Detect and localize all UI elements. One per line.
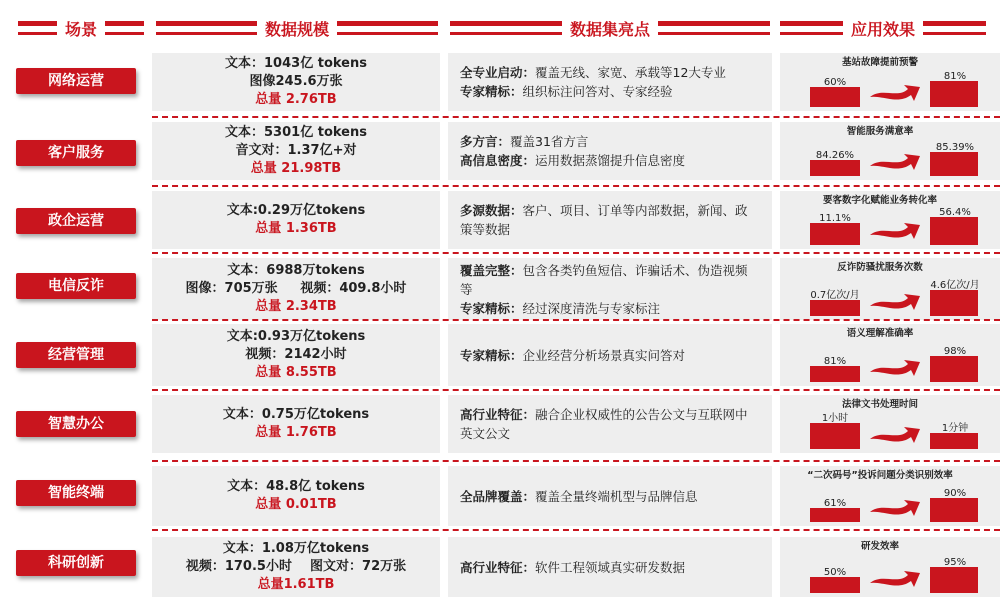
highlight-item (460, 63, 760, 82)
arrow-shape (870, 223, 920, 239)
arrow-shape (870, 294, 920, 310)
highlight-value: 经过深度清洗与专家标注 (522, 300, 661, 316)
effect-bar-before (810, 87, 860, 107)
effect-cell (780, 191, 1000, 249)
highlight-value: 软件工程领域真实研发数据 (535, 559, 686, 575)
effect-value-after: 85.39% (935, 142, 975, 153)
effect-cell (780, 395, 1000, 453)
effect-label: 研发效率 (860, 541, 899, 552)
effect-cell (780, 122, 1000, 180)
scale-line: 文本：6988万tokens (227, 263, 365, 278)
row-divider (152, 460, 1000, 462)
scene-button-1[interactable]: 网络运营 (16, 68, 136, 94)
scale-line: 文本：48.8亿 tokens (227, 479, 365, 494)
highlight-key: 高行业特征： (460, 407, 536, 422)
highlight-item (460, 261, 760, 299)
highlight-key: 高行业特征： (460, 559, 536, 575)
arrow-icon (868, 498, 922, 518)
arrow-icon (868, 221, 922, 241)
highlight-cell (448, 395, 772, 453)
arrow-shape (870, 154, 920, 170)
scene-button-8[interactable]: 科研创新 (16, 550, 136, 576)
effect-value-after: 1分钟 (941, 423, 969, 434)
highlight-cell (448, 537, 772, 597)
header-highlight (450, 14, 770, 42)
scale-line: 图像245.6万张 (249, 74, 343, 89)
scale-line: 视频：170.5小时 图文对：72万张 (185, 559, 407, 574)
data-scale-cell (152, 537, 440, 597)
arrow-shape (870, 500, 920, 516)
highlight-key: 多源数据： (460, 203, 523, 218)
effect-value-after: 90% (943, 488, 967, 499)
effect-bar-after (930, 152, 978, 176)
arrow-shape (870, 427, 920, 443)
scale-line: 文本：1043亿 tokens (225, 56, 367, 71)
effect-value-before: 1小时 (821, 413, 849, 424)
row-divider (152, 116, 1000, 118)
effect-value-before: 81% (823, 356, 847, 367)
row-divider (152, 529, 1000, 531)
scale-total: 总量 2.34TB (255, 299, 337, 314)
effect-bar-before (810, 223, 860, 245)
arrow-shape (870, 360, 920, 376)
highlight-cell (448, 122, 772, 180)
highlight-key: 多方言： (460, 134, 511, 149)
highlight-key: 覆盖完整： (460, 262, 523, 278)
effect-bar-before (810, 366, 860, 382)
highlight-key: 专家精标： (460, 347, 523, 363)
effect-label: 法律文书处理时间 (841, 399, 918, 410)
highlight-value: 包含各类钓鱼短信、诈骗话术、伪造视频等 (460, 262, 748, 297)
effect-cell (780, 466, 1000, 526)
effect-bar-after (930, 356, 978, 382)
row-divider (152, 185, 1000, 187)
arrow-shape (870, 571, 920, 587)
effect-bar-after (930, 217, 978, 245)
row-divider (152, 252, 1000, 254)
effect-bar-after (930, 81, 978, 107)
highlight-item (460, 299, 760, 318)
data-scale-cell (152, 324, 440, 386)
scale-line: 文本:0.93万亿tokens (226, 329, 366, 344)
effect-bar-before (810, 300, 860, 316)
effect-cell (780, 53, 1000, 111)
effect-value-before: 84.26% (815, 150, 855, 161)
scale-total: 总量 0.01TB (255, 497, 337, 512)
effect-value-after: 56.4% (939, 207, 971, 218)
highlight-item (460, 558, 760, 577)
header-scale (156, 14, 438, 42)
scale-total: 总量 1.36TB (255, 221, 337, 236)
highlight-value: 企业经营分析场景真实问答对 (522, 347, 686, 363)
header-scene-label: 场景 (65, 19, 98, 39)
effect-value-before: 60% (823, 77, 847, 88)
highlight-cell (448, 258, 772, 320)
data-scale-cell (152, 122, 440, 180)
effect-label: 语义理解准确率 (846, 328, 914, 339)
effect-value-before: 0.7亿次/月 (810, 290, 860, 301)
header-effect (780, 14, 986, 42)
effect-label: “二次码号”投诉问题分类识别效率 (807, 470, 953, 481)
highlight-key: 高信息密度： (460, 153, 536, 168)
effect-value-after: 98% (943, 346, 967, 357)
highlight-cell (448, 53, 772, 111)
effect-cell (780, 537, 1000, 597)
highlight-value: 覆盖无线、家宽、承载等12大专业 (535, 65, 726, 80)
arrow-icon (868, 425, 922, 445)
effect-label: 智能服务满意率 (846, 126, 914, 137)
scale-total: 总量 21.98TB (250, 161, 342, 176)
highlight-cell (448, 191, 772, 249)
highlight-item (460, 82, 760, 101)
arrow-shape (870, 85, 920, 101)
scene-button-4[interactable]: 电信反诈 (16, 273, 136, 299)
effect-bar-before (810, 508, 860, 522)
scene-button-3[interactable]: 政企运营 (16, 208, 136, 234)
highlight-cell (448, 466, 772, 526)
highlight-value: 运用数据蒸馏提升信息密度 (535, 153, 686, 168)
scale-line: 图像：705万张 视频：409.8小时 (185, 281, 407, 296)
arrow-icon (868, 292, 922, 312)
highlight-value: 覆盖31省方言 (510, 134, 589, 149)
effect-cell (780, 324, 1000, 386)
effect-bar-before (810, 423, 860, 449)
effect-bar-after (930, 290, 978, 316)
highlight-item (460, 132, 760, 151)
arrow-icon (868, 358, 922, 378)
scale-total: 总量1.61TB (257, 577, 335, 592)
header-effect-label: 应用效果 (851, 19, 916, 39)
highlight-key: 全专业启动： (460, 65, 536, 80)
data-scale-cell (152, 191, 440, 249)
data-scale-cell (152, 395, 440, 453)
data-scale-cell (152, 258, 440, 320)
effect-value-after: 81% (943, 71, 967, 82)
row-divider (152, 389, 1000, 391)
effect-label: 基站故障提前预警 (841, 57, 918, 68)
effect-value-after: 95% (943, 557, 967, 568)
arrow-icon (868, 83, 922, 103)
highlight-item (460, 151, 760, 170)
row-divider (152, 319, 1000, 321)
effect-bar-after (930, 433, 978, 449)
highlight-value: 融合企业权威性的公告公文与互联网中英文公文 (460, 407, 748, 441)
scale-line: 音文对：1.37亿+对 (235, 143, 357, 158)
effect-label: 要客数字化赋能业务转化率 (822, 195, 937, 206)
effect-value-before: 50% (823, 567, 847, 578)
arrow-icon (868, 152, 922, 172)
highlight-item (460, 487, 760, 506)
scene-button-2[interactable]: 客户服务 (16, 140, 136, 166)
highlight-value: 组织标注问答对、专家经验 (522, 84, 673, 99)
scene-button-6[interactable]: 智慧办公 (16, 411, 136, 437)
effect-value-after: 4.6亿次/月 (930, 280, 980, 291)
highlight-item (460, 346, 760, 365)
effect-cell (780, 258, 1000, 320)
effect-bar-after (930, 498, 978, 522)
arrow-icon (868, 569, 922, 589)
highlight-cell (448, 324, 772, 386)
effect-bar-before (810, 160, 860, 176)
highlight-item (460, 201, 760, 239)
highlight-key: 全品牌覆盖： (460, 488, 536, 504)
effect-value-before: 61% (823, 498, 847, 509)
highlight-value: 客户、项目、订单等内部数据，新闻、政策等数据 (460, 203, 748, 237)
header-scene (18, 14, 144, 42)
scale-total: 总量 2.76TB (255, 92, 337, 107)
effect-label: 反诈防骚扰服务次数 (837, 262, 923, 273)
scale-total: 总量 8.55TB (255, 365, 337, 380)
highlight-key: 专家精标： (460, 84, 523, 99)
effect-value-before: 11.1% (819, 213, 851, 224)
effect-bar-before (810, 577, 860, 593)
scale-line: 文本：1.08万亿tokens (222, 541, 370, 556)
scale-line: 文本:0.29万亿tokens (226, 203, 366, 218)
scale-total: 总量 1.76TB (255, 425, 337, 440)
scene-button-5[interactable]: 经营管理 (16, 342, 136, 368)
scale-line: 文本：5301亿 tokens (225, 125, 367, 140)
highlight-item (460, 405, 760, 443)
header-highlight-label: 数据集亮点 (570, 19, 651, 39)
highlight-value: 覆盖全量终端机型与品牌信息 (535, 488, 698, 504)
scene-button-7[interactable]: 智能终端 (16, 480, 136, 506)
data-scale-cell (152, 53, 440, 111)
scale-line: 文本：0.75万亿tokens (222, 407, 370, 422)
header-scale-label: 数据规模 (265, 19, 330, 39)
scale-line: 视频：2142小时 (245, 347, 347, 362)
highlight-key: 专家精标： (460, 300, 523, 316)
effect-bar-after (930, 567, 978, 593)
data-scale-cell (152, 466, 440, 526)
